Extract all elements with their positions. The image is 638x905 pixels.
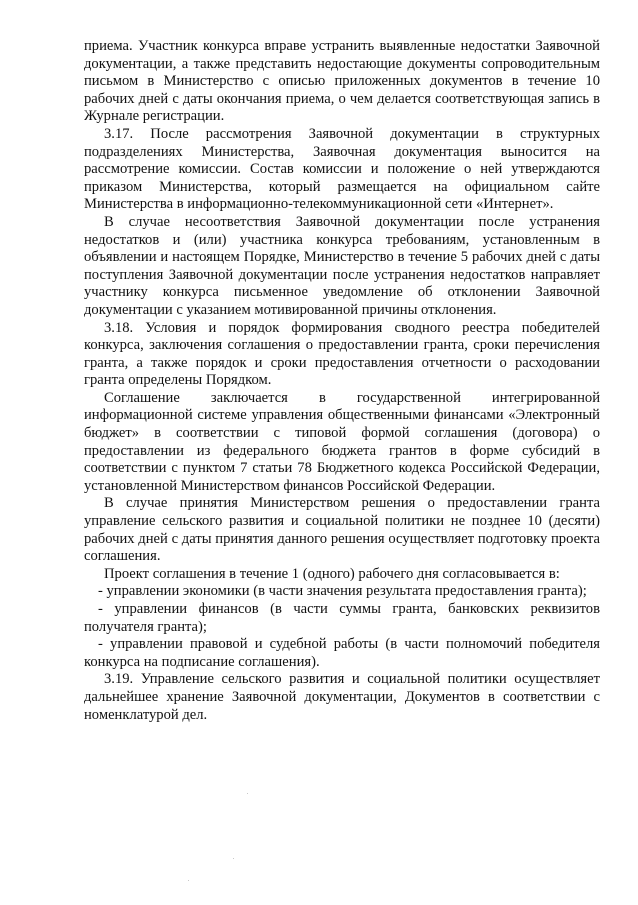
scan-speck bbox=[247, 793, 248, 794]
list-item-legal: - управлении правовой и судебной работы (в части полномочий победителя конкурса на подписание соглашения). bbox=[84, 636, 600, 670]
paragraph-acceptance-continuation: приема. Участник конкурса вправе устранить выявленные недостатки Заявочной документации, а также представить недостающие документы сопроводительным письмом в Министерство с описью приложенных документов в течение 10 рабочих дней с даты окончания приема, о чем делается соответствующая запись в Журнале регистрации. bbox=[84, 38, 600, 125]
scan-speck bbox=[188, 880, 189, 881]
scan-speck bbox=[233, 858, 234, 859]
paragraph-decision: В случае принятия Министерством решения о предоставлении гранта управление сельского развития и социальной политики не позднее 10 (десяти) рабочих дней с даты принятия данного решения осуществляет подготовку проекта соглашения. bbox=[84, 495, 600, 565]
paragraph-3-18: 3.18. Условия и порядок формирования сводного реестра победителей конкурса, заключения соглашения о предоставлении гранта, сроки перечисления гранта, а также порядок и сроки предоставления отчетности о расходовании гранта определены Порядком. bbox=[84, 319, 600, 389]
paragraph-3-19: 3.19. Управление сельского развития и социальной политики осуществляет дальнейшее хранение Заявочной документации, Документов в соответствии с номенклатурой дел. bbox=[84, 671, 600, 723]
document-body bbox=[84, 38, 600, 724]
list-item-economy: - управлении экономики (в части значения результата предоставления гранта); bbox=[98, 583, 587, 600]
paragraph-nonconformity: В случае несоответствия Заявочной документации после устранения недостатков и (или) участника конкурса требованиям, установленным в объявлении и настоящем Порядке, Министерство в течение 5 рабочих дней с даты поступления Заявочной документации после устранения недостатков направляет участнику конкурса письменное уведомление об отклонении Заявочной документации с указанием мотивированной причины отклонения. bbox=[84, 213, 600, 318]
paragraph-3-17: 3.17. После рассмотрения Заявочной документации в структурных подразделениях Министерства, Заявочная документация выносится на рассмотрение комиссии. Состав комиссии и положение о ней утверждаются приказом Министерства, который размещается на официальном сайте Министерства в информационно-телекоммуникационной сети «Интернет». bbox=[84, 125, 600, 213]
list-item-finance: - управлении финансов (в части суммы гранта, банковских реквизитов получателя гранта); bbox=[84, 601, 600, 635]
paragraph-draft-approval: Проект соглашения в течение 1 (одного) рабочего дня согласовывается в: bbox=[104, 565, 560, 582]
paragraph-agreement: Соглашение заключается в государственной интегрированной информационной системе управления общественными финансами «Электронный бюджет» в соответствии с типовой формой соглашения (договора) о предоставлении из федерального бюджета грантов в форме субсидий в соответствии с пунктом 7 статьи 78 Бюджетного кодекса Российской Федерации, установленной Министерством финансов Российской Федерации. bbox=[84, 389, 600, 494]
